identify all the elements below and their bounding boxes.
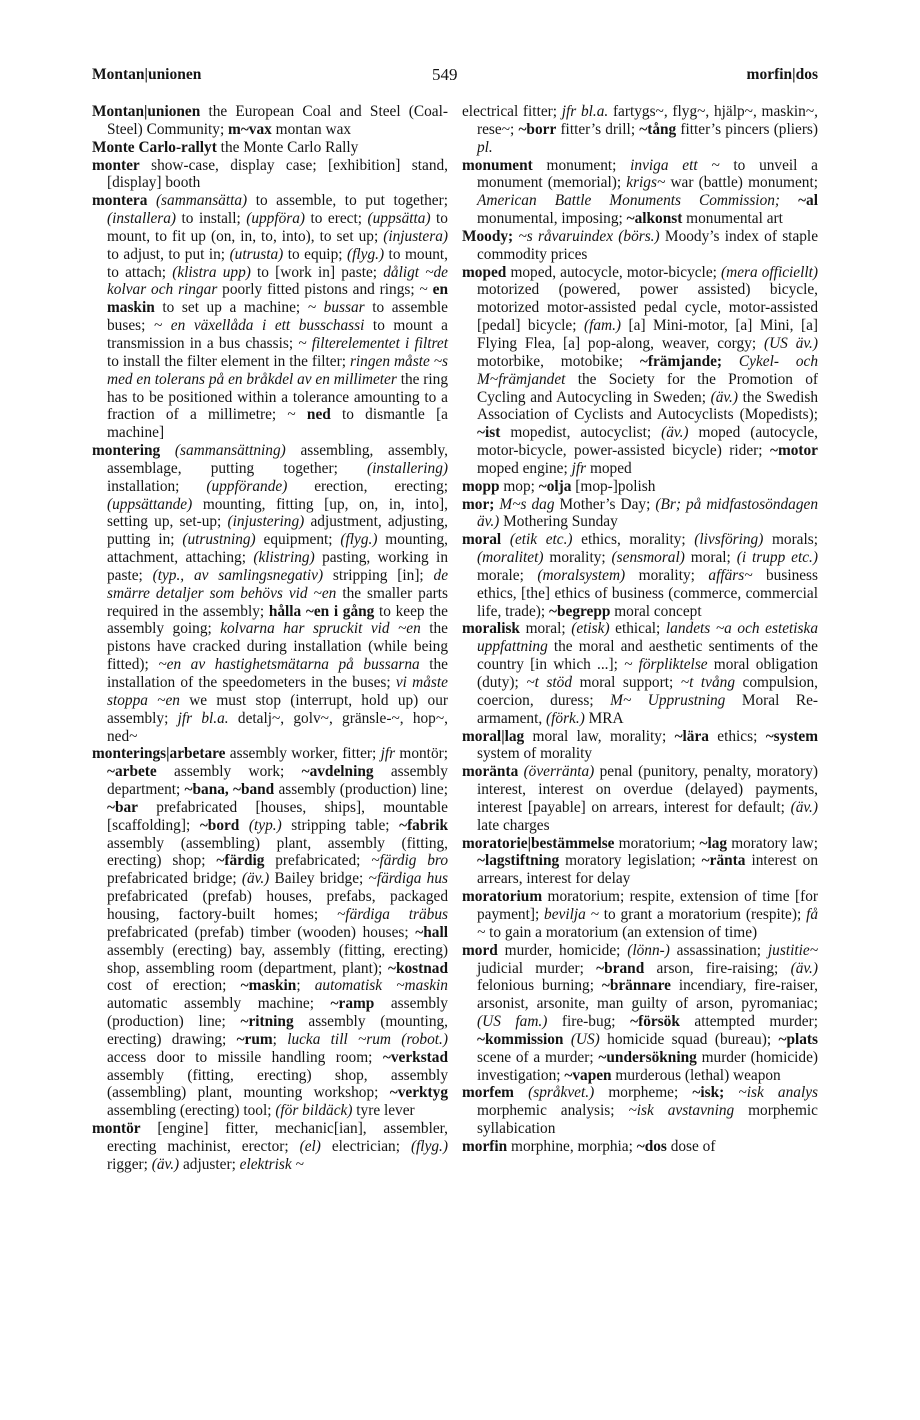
dictionary-entry-monteringsarbetare: monterings|arbetare assembly worker, fitter; jfr montör; ~arbete assembly work; ~avdelning assembly department; ~bana, ~band assembly (production) line; ~bar prefabricated [houses, ships], mountable [scaffolding]; ~bord (typ.) stripping table; ~fabrik assembly (assembling) plant, assembly (fitting, erecting) shop; ~färdig prefabricated; ~färdig bro prefabricated bridge; (äv.) Bailey bridge; ~färdiga hus prefabricated (prefab) houses, prefabs, packaged housing, factory-built homes; ~färdiga träbus prefabricated (prefab) timber (wooden) houses; ~hall assembly (erecting) bay, assembly (fitting, erecting) shop, assembling room (department, plant); ~kostnad cost of erection; ~maskin; automatisk ~maskin automatic assembly machine; ~ramp assembly (production) line; ~ritning assembly (mounting, erecting) drawing; ~rum; lucka till ~rum (robot.) access door to missile handling room; ~verkstad assembly (fitting, erecting) shop, assembly (assembling) plant, mounting workshop; ~verktyg assembling (erecting) tool; (för bildäck) tyre lever [92,745,449,1120]
left-guideword: Montan|unionen [92,66,202,83]
dictionary-entry-monter: monter show-case, display case; [exhibition] stand, [display] booth [92,156,448,192]
dictionary-entry-moratorium: moratorium moratorium; respite, extension of time [for payment]; bevilja ~ to grant a moratorium (respite); få ~ to gain a moratorium (an extension of time) [462,888,818,941]
dictionary-entry-montering: montering (sammansättning) assembling, assembly, assemblage, putting together; (installering) installation; (uppförande) erection, erecting; (uppsättande) mounting, fitting [up, on, in, into], setting up, set-up; (injustering) adjustment, adjusting, putting in; (utrustning) equipment; (flyg.) mounting, attachment, attaching; (klistring) pasting, working in paste; (typ., av samlingsnegativ) stripping [in]; de smärre detaljer som behövs vid ~en the smaller parts required in the assembly; hålla ~en i gång to keep the assembly going; kolvarna har spruckit vid ~en the pistons have cracked during installation (while being fitted); ~en av hastighetsmätarna på bussarna the installation of the speedometers in the buses; vi måste stoppa ~en we must stop (interrupt, hold up) our assembly; jfr bl.a. detalj~, golv~, gränsle-~, hop~, ned~ [92,442,449,745]
dictionary-entry-moral: moral (etik etc.) ethics, morality; (livsföring) morals; (moralitet) morality; (sensmoral) moral; (i trupp etc.) morale; (moralsystem) morality; affärs~ business ethics, [the] ethics of business (commerce, commercial life, trade); ~begrepp moral concept [462,531,819,620]
dictionary-entry-montor-cont: electrical fitter; jfr bl.a. fartygs~, flyg~, hjälp~, maskin~, rese~; ~borr fitter’s drill; ~tång fitter’s pincers (pliers) pl. [462,103,819,156]
right-column [462,103,818,1156]
dictionary-entry-morallag: moral|lag moral law, morality; ~lära ethics; ~system system of morality [462,727,818,763]
dictionary-entry-mord: mord murder, homicide; (lönn-) assassination; justitie~ judicial murder; ~brand arson, fire-raising; (äv.) felonious burning; ~brännare incendiary, fire-raiser, arsonist, arsonite, man guilty of arson, pyromaniac; (US fam.) fire-bug; ~försök attempted murder; ~kommission (US) homicide squad (bureau); ~plats scene of a murder; ~undersökning murder (homicide) investigation; ~vapen murderous (lethal) weapon [462,941,818,1084]
page-number: 549 [432,65,458,84]
dictionary-entry-moped: moped moped, autocycle, motor-bicycle; (mera officiellt) motorized (powered, power assisted) bicycle, motorized motor-assisted pedal cycle, motor-assisted [pedal] bicycle; (fam.) [a] Mini-motor, [a] Mini, [a] Flying Flea, [a] pop-along, weaver, corgy; (US äv.) motorbike, motobike; ~främjande; Cykel- och M~främjandet the Society for the Promotion of Cycling and Autocycling in Sweden; (äv.) the Swedish Association of Cyclists and Autocyclists (Mopedists); ~ist mopedist, autocyclist; (äv.) moped (autocycle, motor-bicycle, power-assisted bicycle) rider; ~motor moped engine; jfr moped [462,263,818,477]
dictionary-entry-mopp: mopp mop; ~olja [mop-]polish [462,477,656,495]
dictionary-entry-monte-carlo-rallyt: Monte Carlo-rallyt the Monte Carlo Rally [92,138,359,156]
dictionary-entry-monument: monument monument; inviga ett ~ to unveil a monument (memorial); krigs~ war (battle) monument; American Battle Monuments Commission; ~al monumental, imposing; ~alkonst monumental art [462,156,818,228]
dictionary-entry-moratoriebestammelse: moratorie|bestämmelse moratorium; ~lag moratory law; ~lagstiftning moratory legislation; ~ränta interest on arrears, interest for delay [462,834,818,888]
running-head [92,62,818,88]
dictionary-entry-montanunionen: Montan|unionen the European Coal and Steel (Coal-Steel) Community; m~vax montan wax [92,103,448,138]
dictionary-entry-montor: montör [engine] fitter, mechanic[ian], assembler, erecting machinist, erector; (el) electrician; (flyg.) rigger; (äv.) adjuster; elektrisk ~ [92,1120,449,1173]
dictionary-entry-moraranta: moränta (överränta) penal (punitory, penalty, moratory) interest, interest on overdue (delayed) payments, interest [payable] on arrears, interest for default; (äv.) late charges [462,763,818,834]
dictionary-entry-montera: montera (sammansätta) to assemble, to put together; (installera) to install; (uppföra) to erect; (uppsätta) to mount, to fit up (on, in, to, into), to set up; (injustera) to adjust, to put in; (utrusta) to equip; (flyg.) to mount, to attach; (klistra upp) to [work in] paste; dåligt ~de kolvar och ringar poorly fitted pistons and rings; ~ en maskin to set up a machine; ~ bussar to assemble buses; ~ en växellåda i ett busschassi to mount a transmission in a bus chassis; ~ filterelementet i filtret to install the filter element in the filter; ringen måste ~s med en tolerans på en bråkdel av en millimeter the ring has to be positioned within a tolerance amounting to a fraction of a millimetre; ~ ned to dismantle [a machine] [92,192,449,442]
dictionary-entry-morfem: morfem (språkvet.) morpheme; ~isk; ~isk analys morphemic analysis; ~isk avstavning morphemic syllabication [462,1084,818,1138]
dictionary-entry-moody: Moody; ~s råvaruindex (börs.) Moody’s index of staple commodity prices [462,227,819,263]
dictionary-entry-mor: mor; M~s dag Mother’s Day; (Br; på midfastosöndagen äv.) Mothering Sunday [462,495,818,531]
dictionary-entry-moralisk: moralisk moral; (etisk) ethical; landets ~a och estetiska uppfattning the moral and aesthetic sentiments of the country [in which ...]; ~ förpliktelse moral obligation (duty); ~t stöd moral support; ~t tvång compulsion, coercion, duress; M~ Upprustning Moral Re-armament, (förk.) MRA [462,620,819,727]
right-guideword: morfin|dos [746,66,818,83]
dictionary-entry-morfin: morfin morphine, morphia; ~dos dose of [462,1137,716,1155]
left-column [92,103,448,1174]
